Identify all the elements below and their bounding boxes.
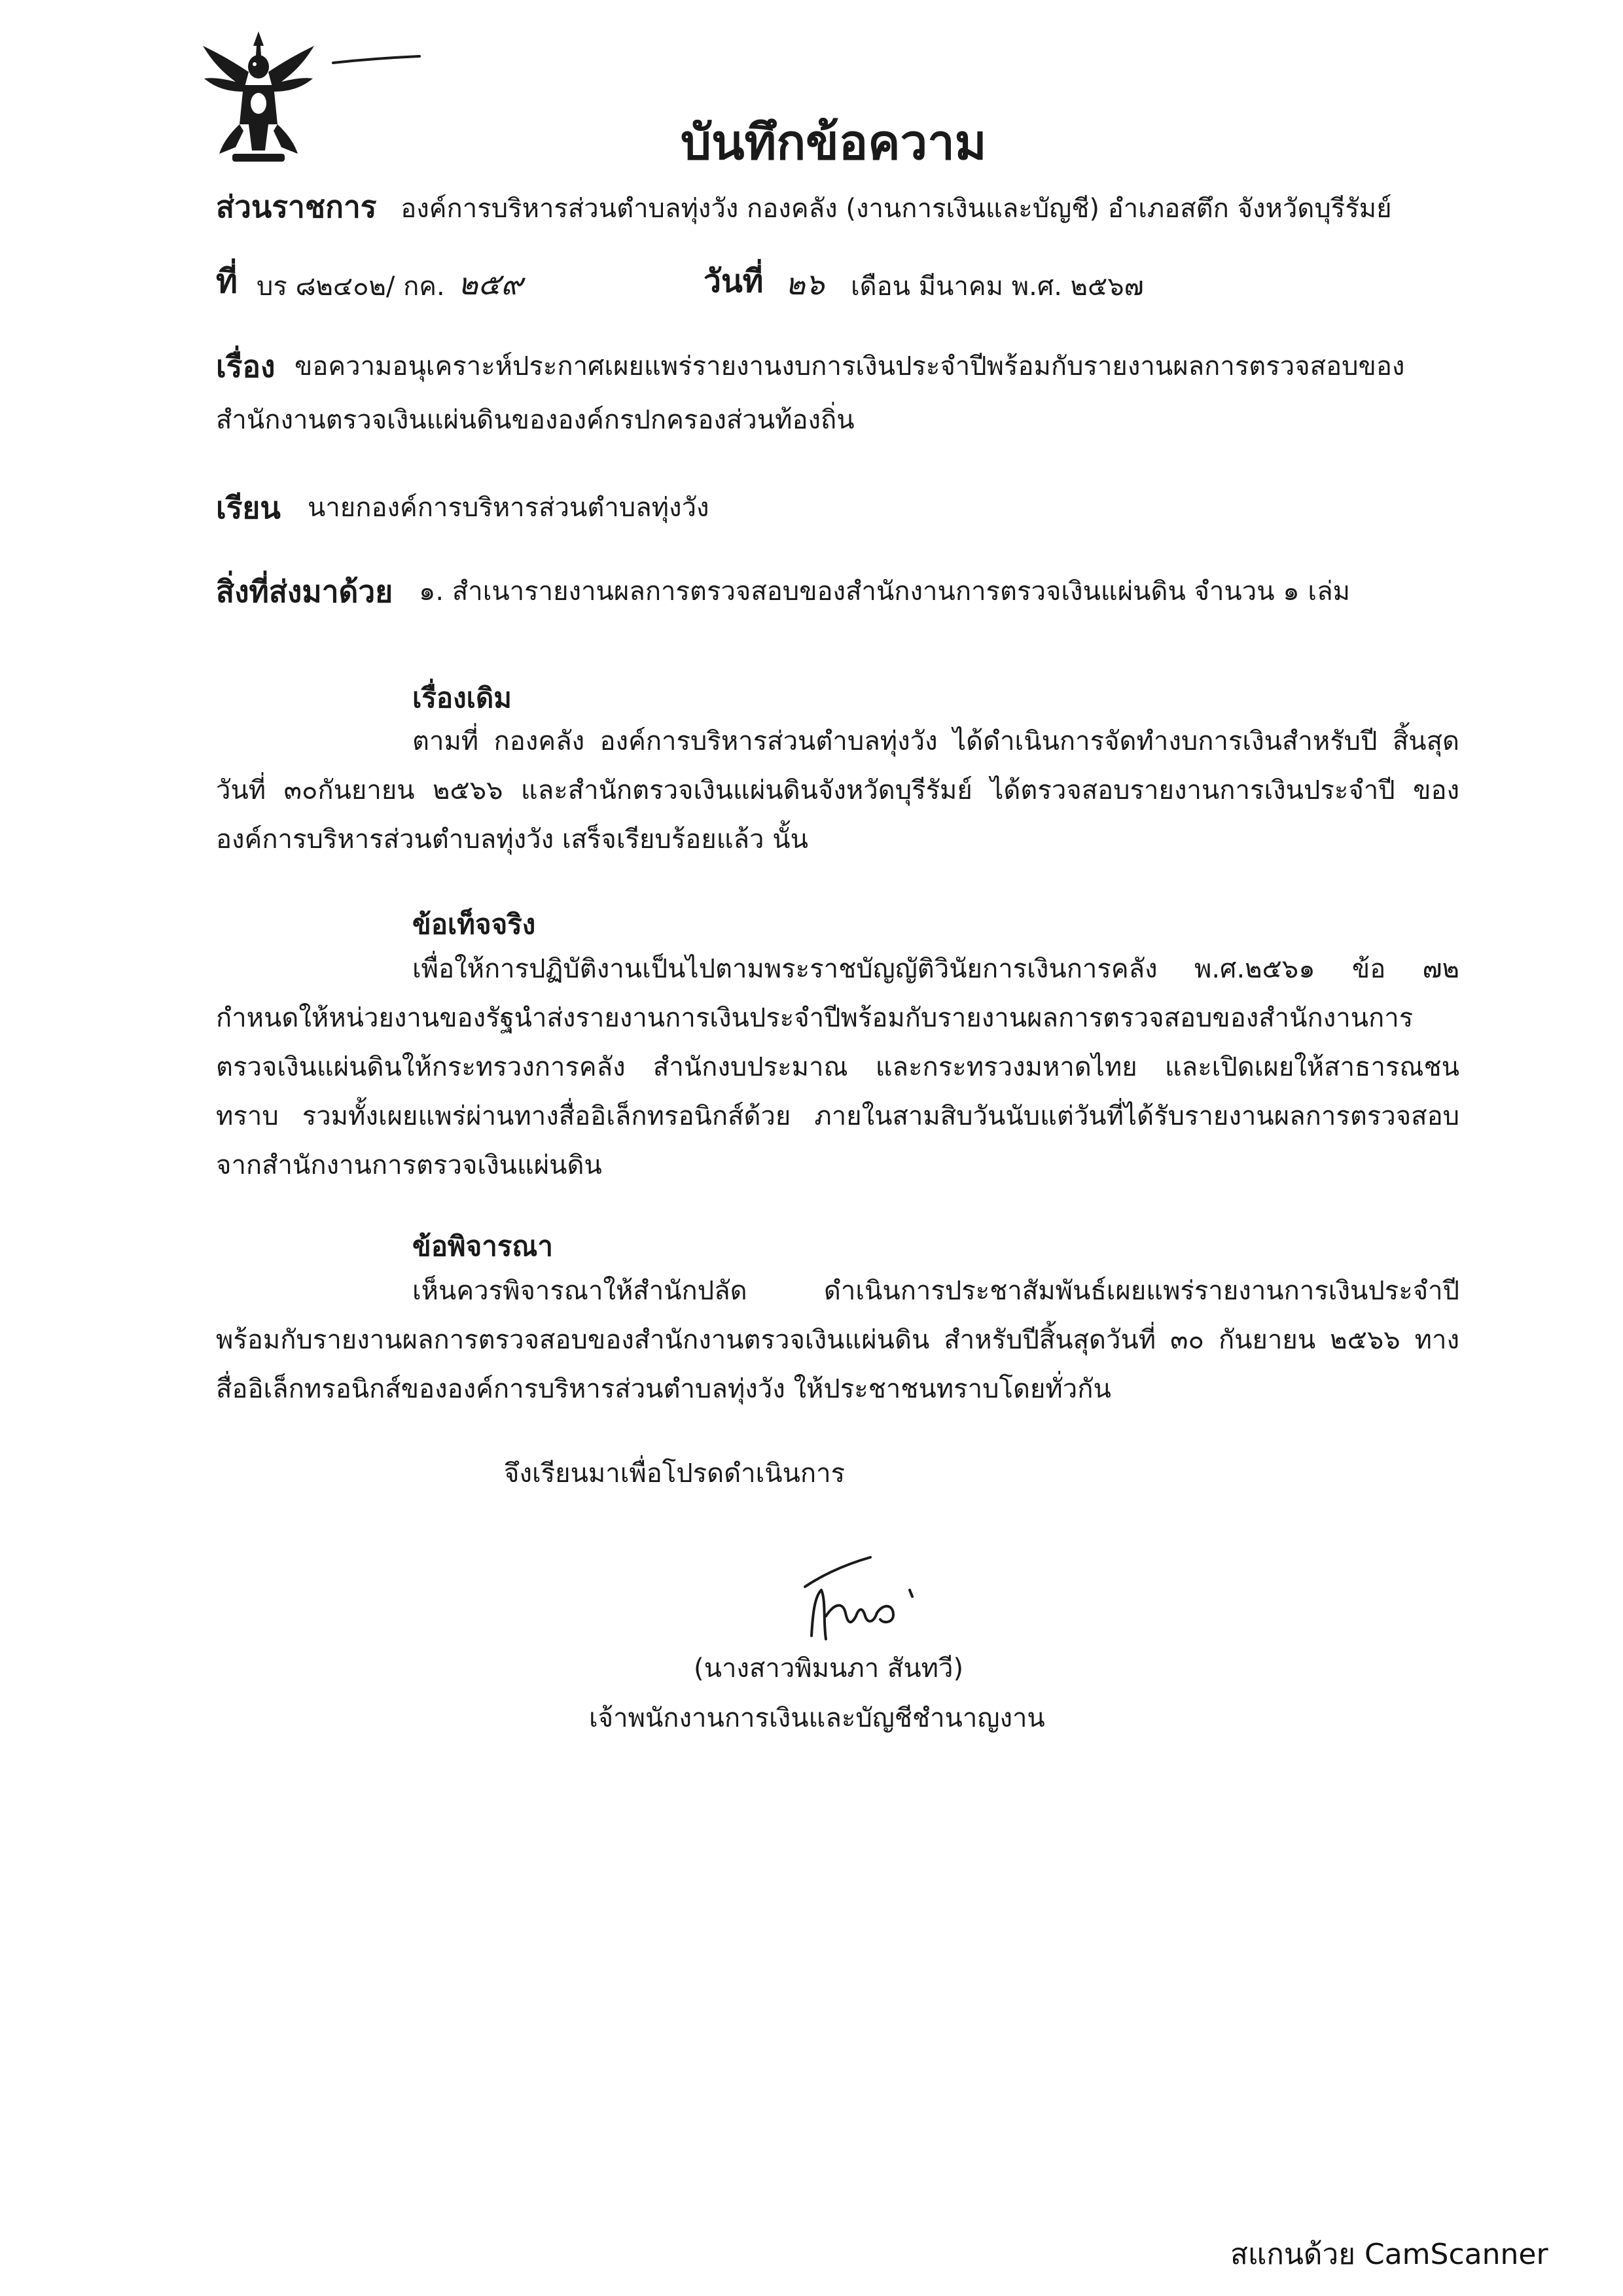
section-text-background: ตามที่ กองคลัง องค์การบริหารส่วนตำบลทุ่งวัง ได้ดำเนินการจัดทำงบการเงินสำหรับปี สิ้นสุดวันที่ ๓๐กันยายน ๒๕๖๖ และสำนักตรวจเงินแผ่นดินจังหวัดบุรีรัมย์ ได้ตรวจสอบรายงานการเงินประจำปี ขององค์การบริหารส่วนตำบลทุ่งวัง เสร็จเรียบร้อยแล้ว นั้น	[216, 726, 1459, 855]
reference-prefix: บร ๘๒๔๐๒/ กค.	[257, 272, 445, 302]
addressee-value: นายกองค์การบริหารส่วนตำบลทุ่งวัง	[308, 493, 709, 523]
closing-line: จึงเรียนมาเพื่อโปรดดำเนินการ	[504, 1458, 846, 1489]
camscanner-watermark: สแกนด้วย CamScanner	[1230, 2238, 1548, 2271]
section-title-background: เรื่องเดิม	[412, 682, 512, 714]
date-label: วันที่	[704, 263, 764, 300]
subject-line-2: สำนักงานตรวจเงินแผ่นดินขององค์กรปกครองส่วนท้องถิ่น	[216, 405, 855, 435]
signer-name: (นางสาวพิมนภา สันทวี)	[694, 1653, 964, 1684]
section-title-facts: ข้อเท็จจริง	[412, 908, 536, 940]
subject-line-1: ขอความอนุเคราะห์ประกาศเผยแพร่รายงานงบการเงินประจำปีพร้อมกับรายงานผลการตรวจสอบของ	[294, 351, 1405, 381]
addressee-label: เรียน	[216, 490, 281, 525]
date-month-year: เดือน มีนาคม พ.ศ. ๒๕๖๗	[851, 272, 1144, 302]
section-title-considerations: ข้อพิจารณา	[412, 1230, 553, 1262]
section-text-considerations: เห็นควรพิจารณาให้สำนักปลัด ดำเนินการประชาสัมพันธ์เผยแพร่รายงานการเงินประจำปี พร้อมกับรายงานผลการตรวจสอบของสำนักงานตรวจเงินแผ่นดิน สำหรับปีสิ้นสุดวันที่ ๓๐ กันยายน ๒๕๖๖ ทางสื่ออิเล็กทรอนิกส์ขององค์การบริหารส่วนตำบลทุ่งวัง ให้ประชาชนทราบโดยทั่วกัน	[216, 1276, 1459, 1404]
signature-icon	[785, 1551, 936, 1649]
signer-position: เจ้าพนักงานการเงินและบัญชีชำนาญงาน	[589, 1703, 1045, 1733]
agency-value: องค์การบริหารส่วนตำบลทุ่งวัง กองคลัง (งานการเงินและบัญชี) อำเภอสตึก จังหวัดบุรีรัมย์	[401, 194, 1392, 224]
enclosure-value: ๑. สำเนารายงานผลการตรวจสอบของสำนักงานการตรวจเงินแผ่นดิน จำนวน ๑ เล่ม	[419, 576, 1350, 607]
agency-row	[216, 187, 1392, 228]
reference-label: ที่	[216, 262, 238, 300]
enclosure-label: สิ่งที่ส่งมาด้วย	[216, 574, 393, 609]
garuda-emblem-icon	[196, 26, 321, 170]
date-day: ๒๖	[785, 266, 825, 302]
section-text-facts: เพื่อให้การปฏิบัติงานเป็นไปตามพระราชบัญญัติวินัยการเงินการคลัง พ.ศ.๒๕๖๑ ข้อ ๗๒ กำหนดให้หน่วยงานของรัฐนำส่งรายงานการเงินประจำปีพร้อมกับรายงานผลการตรวจสอบของสำนักงานการ ตรวจเงินแผ่นดินให้กระทรวงการคลัง สำนักงบประมาณ และกระทรวงมหาดไทย และเปิดเผยให้สาธารณชน ทราบ รวมทั้งเผยแพร่ผ่านทางสื่ออิเล็กทรอนิกส์ด้วย ภายในสามสิบวันนับแต่วันที่ได้รับรายงานผลการตรวจสอบ จากสำนักงานการตรวจเงินแผ่นดิน	[216, 954, 1459, 1180]
pen-stroke-mark	[330, 54, 422, 67]
subject-label: เรื่อง	[216, 349, 276, 384]
document-title: บันทึกข้อความ	[681, 115, 987, 171]
agency-label: ส่วนราชการ	[216, 189, 377, 224]
reference-number: ๒๕๙	[458, 266, 523, 302]
